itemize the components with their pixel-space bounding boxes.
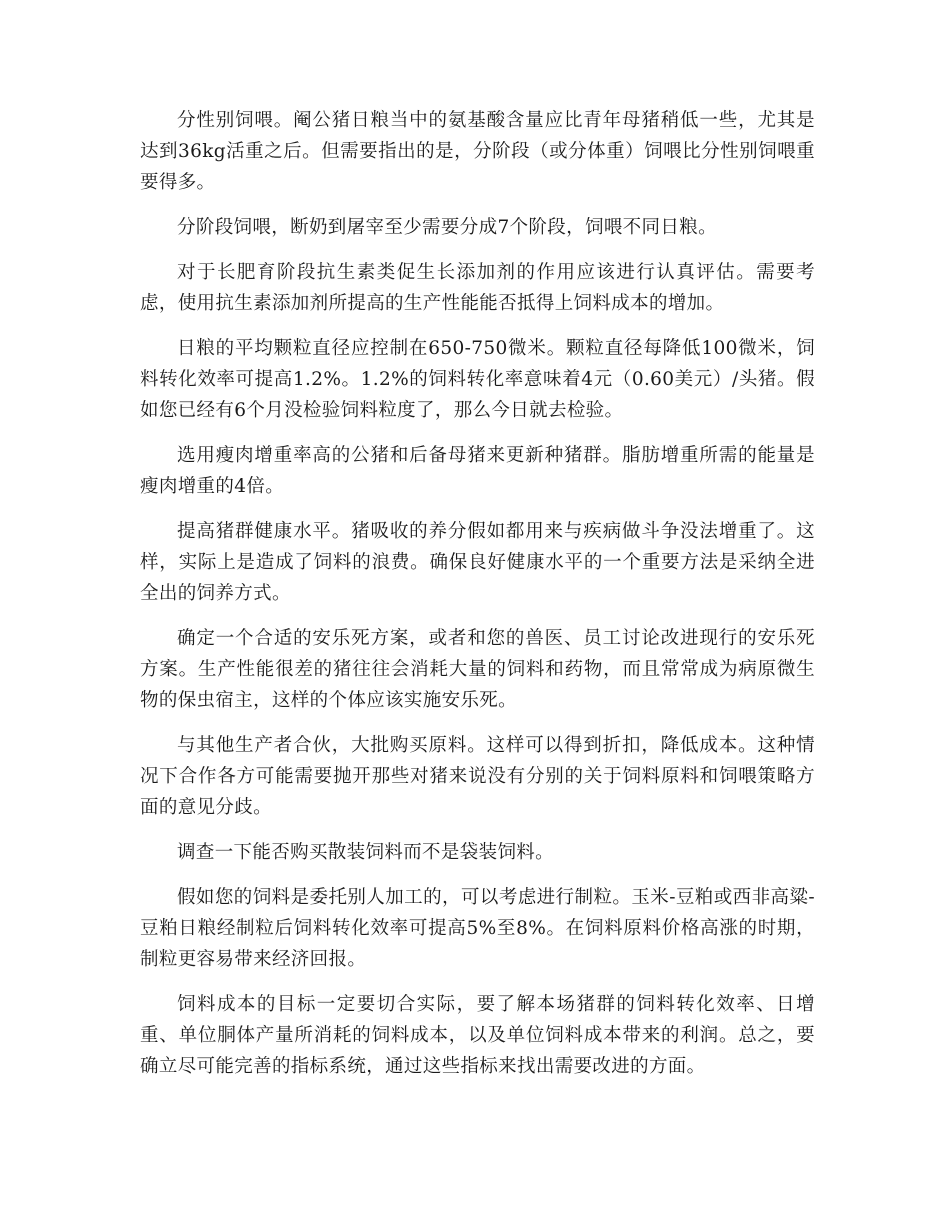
paragraph-cost-targets: 饲料成本的目标一定要切合实际，要了解本场猪群的饲料转化效率、日增重、单位胴体产量所消耗的饲料成本，以及单位饲料成本带来的利润。总之，要确立尽可能完善的指标系统，通过这些指标来找出需要改进的方面。 (140, 994, 815, 1077)
paragraph-bulk-feed: 调查一下能否购买散装饲料而不是袋装饲料。 (177, 842, 555, 863)
paragraph-genetics: 选用瘦肉增重率高的公猪和后备母猪来更新种猪群。脂肪增重所需的能量是瘦肉增重的4倍。 (140, 445, 815, 497)
paragraph-antibiotics: 对于长肥育阶段抗生素类促生长添加剂的作用应该进行认真评估。需要考虑，使用抗生素添加剂所提高的生产性能能否抵得上饲料成本的增加。 (140, 262, 815, 314)
paragraph-pelleting: 假如您的饲料是委托别人加工的，可以考虑进行制粒。玉米-豆粕或西非高粱-豆粕日粮经制粒后饲料转化效率可提高5%至8%。在饲料原料价格高涨的时期，制粒更容易带来经济回报。 (140, 887, 815, 970)
document-body (140, 105, 815, 1096)
paragraph-herd-health: 提高猪群健康水平。猪吸收的养分假如都用来与疾病做斗争没法增重了。这样，实际上是造成了饲料的浪费。确保良好健康水平的一个重要方法是采纳全进全出的饲养方式。 (140, 521, 815, 604)
paragraph-particle-size: 日粮的平均颗粒直径应控制在650-750微米。颗粒直径每降低100微米，饲料转化效率可提高1.2%。1.2%的饲料转化率意味着4元（0.60美元）/头猪。假如您已经有6个月没检验饲料粒度了，那么今日就去检验。 (140, 338, 815, 421)
paragraph-group-purchasing: 与其他生产者合伙，大批购买原料。这样可以得到折扣，降低成本。这种情况下合作各方可能需要抛开那些对猪来说没有分别的关于饲料原料和饲喂策略方面的意见分歧。 (140, 735, 815, 818)
paragraph-phase-feeding: 分阶段饲喂，断奶到屠宰至少需要分成7个阶段，饲喂不同日粮。 (177, 217, 717, 238)
paragraph-euthanasia: 确定一个合适的安乐死方案，或者和您的兽医、员工讨论改进现行的安乐死方案。生产性能很差的猪往往会消耗大量的饲料和药物，而且常常成为病原微生物的保虫宿主，这样的个体应该实施安乐死。 (140, 628, 815, 711)
paragraph-sex-feeding: 分性别饲喂。阉公猪日粮当中的氨基酸含量应比青年母猪稍低一些，尤其是达到36kg活重之后。但需要指出的是，分阶段（或分体重）饲喂比分性别饲喂重要得多。 (140, 110, 815, 193)
